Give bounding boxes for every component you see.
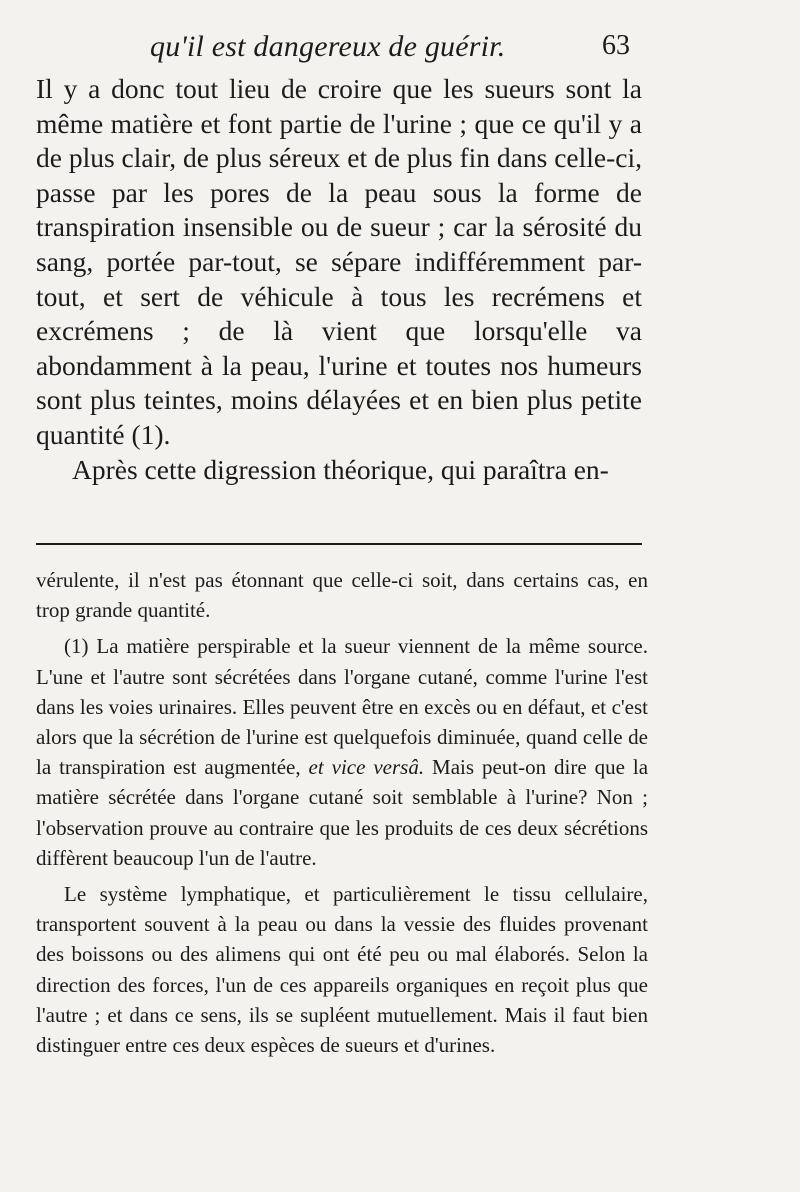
footnote-continuation: vérulente, il n'est pas étonnant que celle-ci soit, dans certains cas, en trop grande quantité. bbox=[36, 568, 648, 623]
page-header bbox=[150, 30, 630, 70]
footnote-2: Le système lymphatique, et particulièrement le tissu cellulaire, transportent souvent à la peau ou dans la vessie des fluides provenant des boissons ou des alimens qui ont été peu ou mal élaborés. Selon la direction des forces, l'un de ces appareils organiques en reçoit plus que l'autre ; et dans ce sens, ils se supléent mutuellement. Mais il faut bien distinguer entre ces deux espèces de sueurs et d'urines. bbox=[36, 882, 648, 1058]
footnote-1-text-end: Mais peut-on dire que la matière sécrétée dans l'organe cutané soit semblable à l'urine? Non ; l'observation prouve au contraire que les produits de ces deux sécrétions diffèrent beaucoup l'un de l'autre. bbox=[36, 755, 649, 870]
main-paragraph-1: Il y a donc tout lieu de croire que les sueurs sont la même matière et font partie de l'urine ; que ce qu'il y a de plus clair, de plus séreux et de plus fin dans celle-ci, passe par les pores de la peau sous la forme de transpiration insensible ou de sueur ; car la sérosité du sang, portée par-tout, se sépare indifféremment par-tout, et sert de véhicule à tous les recrémens et excrémens ; de là vient que lorsqu'elle va abondamment à la peau, l'urine et toutes nos humeurs sont plus teintes, moins délayées et en bien plus petite quantité (1). bbox=[36, 73, 642, 450]
running-title: qu'il est dangereux de guérir. bbox=[150, 30, 506, 63]
footnotes bbox=[36, 565, 648, 1060]
footnote-1 bbox=[36, 631, 648, 873]
footnote-1-italic: et vice versâ. bbox=[308, 755, 425, 780]
main-text bbox=[36, 72, 642, 487]
main-paragraph-2: Après cette digression théorique, qui paraîtra en- bbox=[72, 453, 609, 485]
footnote-separator bbox=[36, 543, 642, 545]
page-number: 63 bbox=[602, 30, 630, 61]
footnote-1-text: (1) La matière perspirable et la sueur viennent de la même source. L'une et l'autre sont sécrétées dans l'organe cutané, comme l'urine l'est dans les voies urinaires. Elles peuvent être en excès ou en défaut, et c'est alors que la sécrétion de l'urine est quelquefois diminuée, quand celle de la transpiration est augmentée, bbox=[36, 634, 648, 780]
